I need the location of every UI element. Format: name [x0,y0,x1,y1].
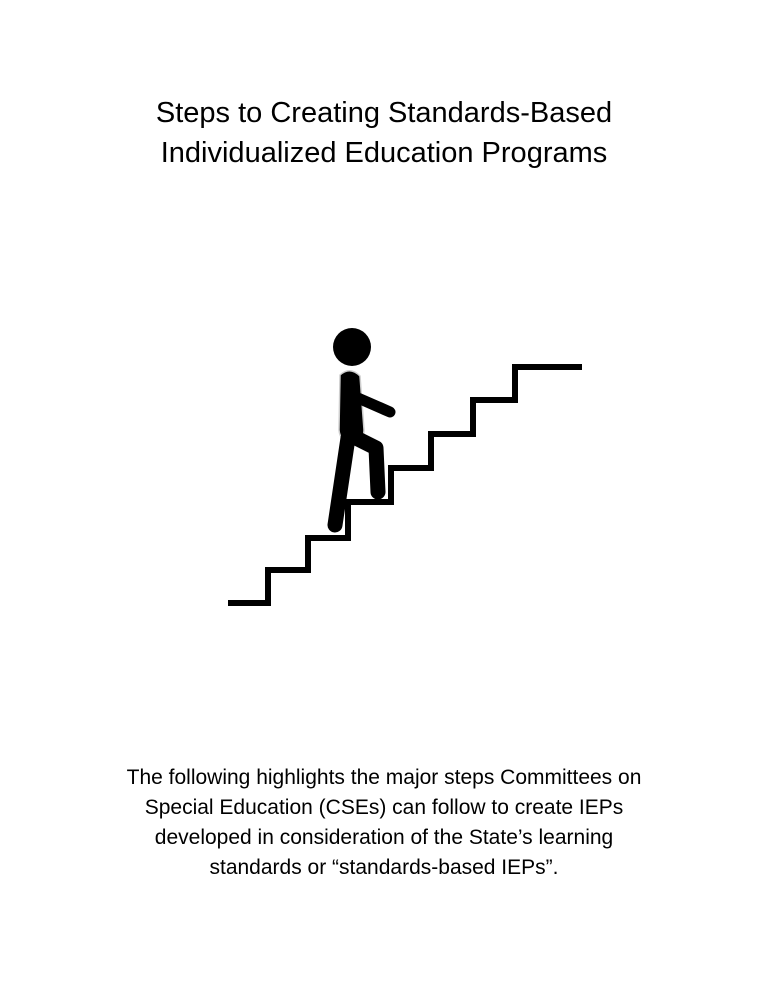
caption-line-2: Special Education (CSEs) can follow to create IEPs [144,796,624,819]
caption-line-3: developed in consideration of the State’s learning [154,826,614,849]
intro-paragraph [0,763,768,883]
caption-line-1: The following highlights the major steps Committees on [126,766,642,789]
caption-line-4: standards or “standards-based IEPs”. [209,856,559,879]
staircase-line [228,367,582,603]
person-front-leg [356,438,378,492]
title-line-2: Individualized Education Programs [160,137,608,169]
page-title [0,93,768,173]
person-head [333,328,371,366]
title-line-1: Steps to Creating Standards-Based [155,97,613,129]
person-torso [339,371,364,442]
person-climbing-stairs-icon [218,320,588,620]
